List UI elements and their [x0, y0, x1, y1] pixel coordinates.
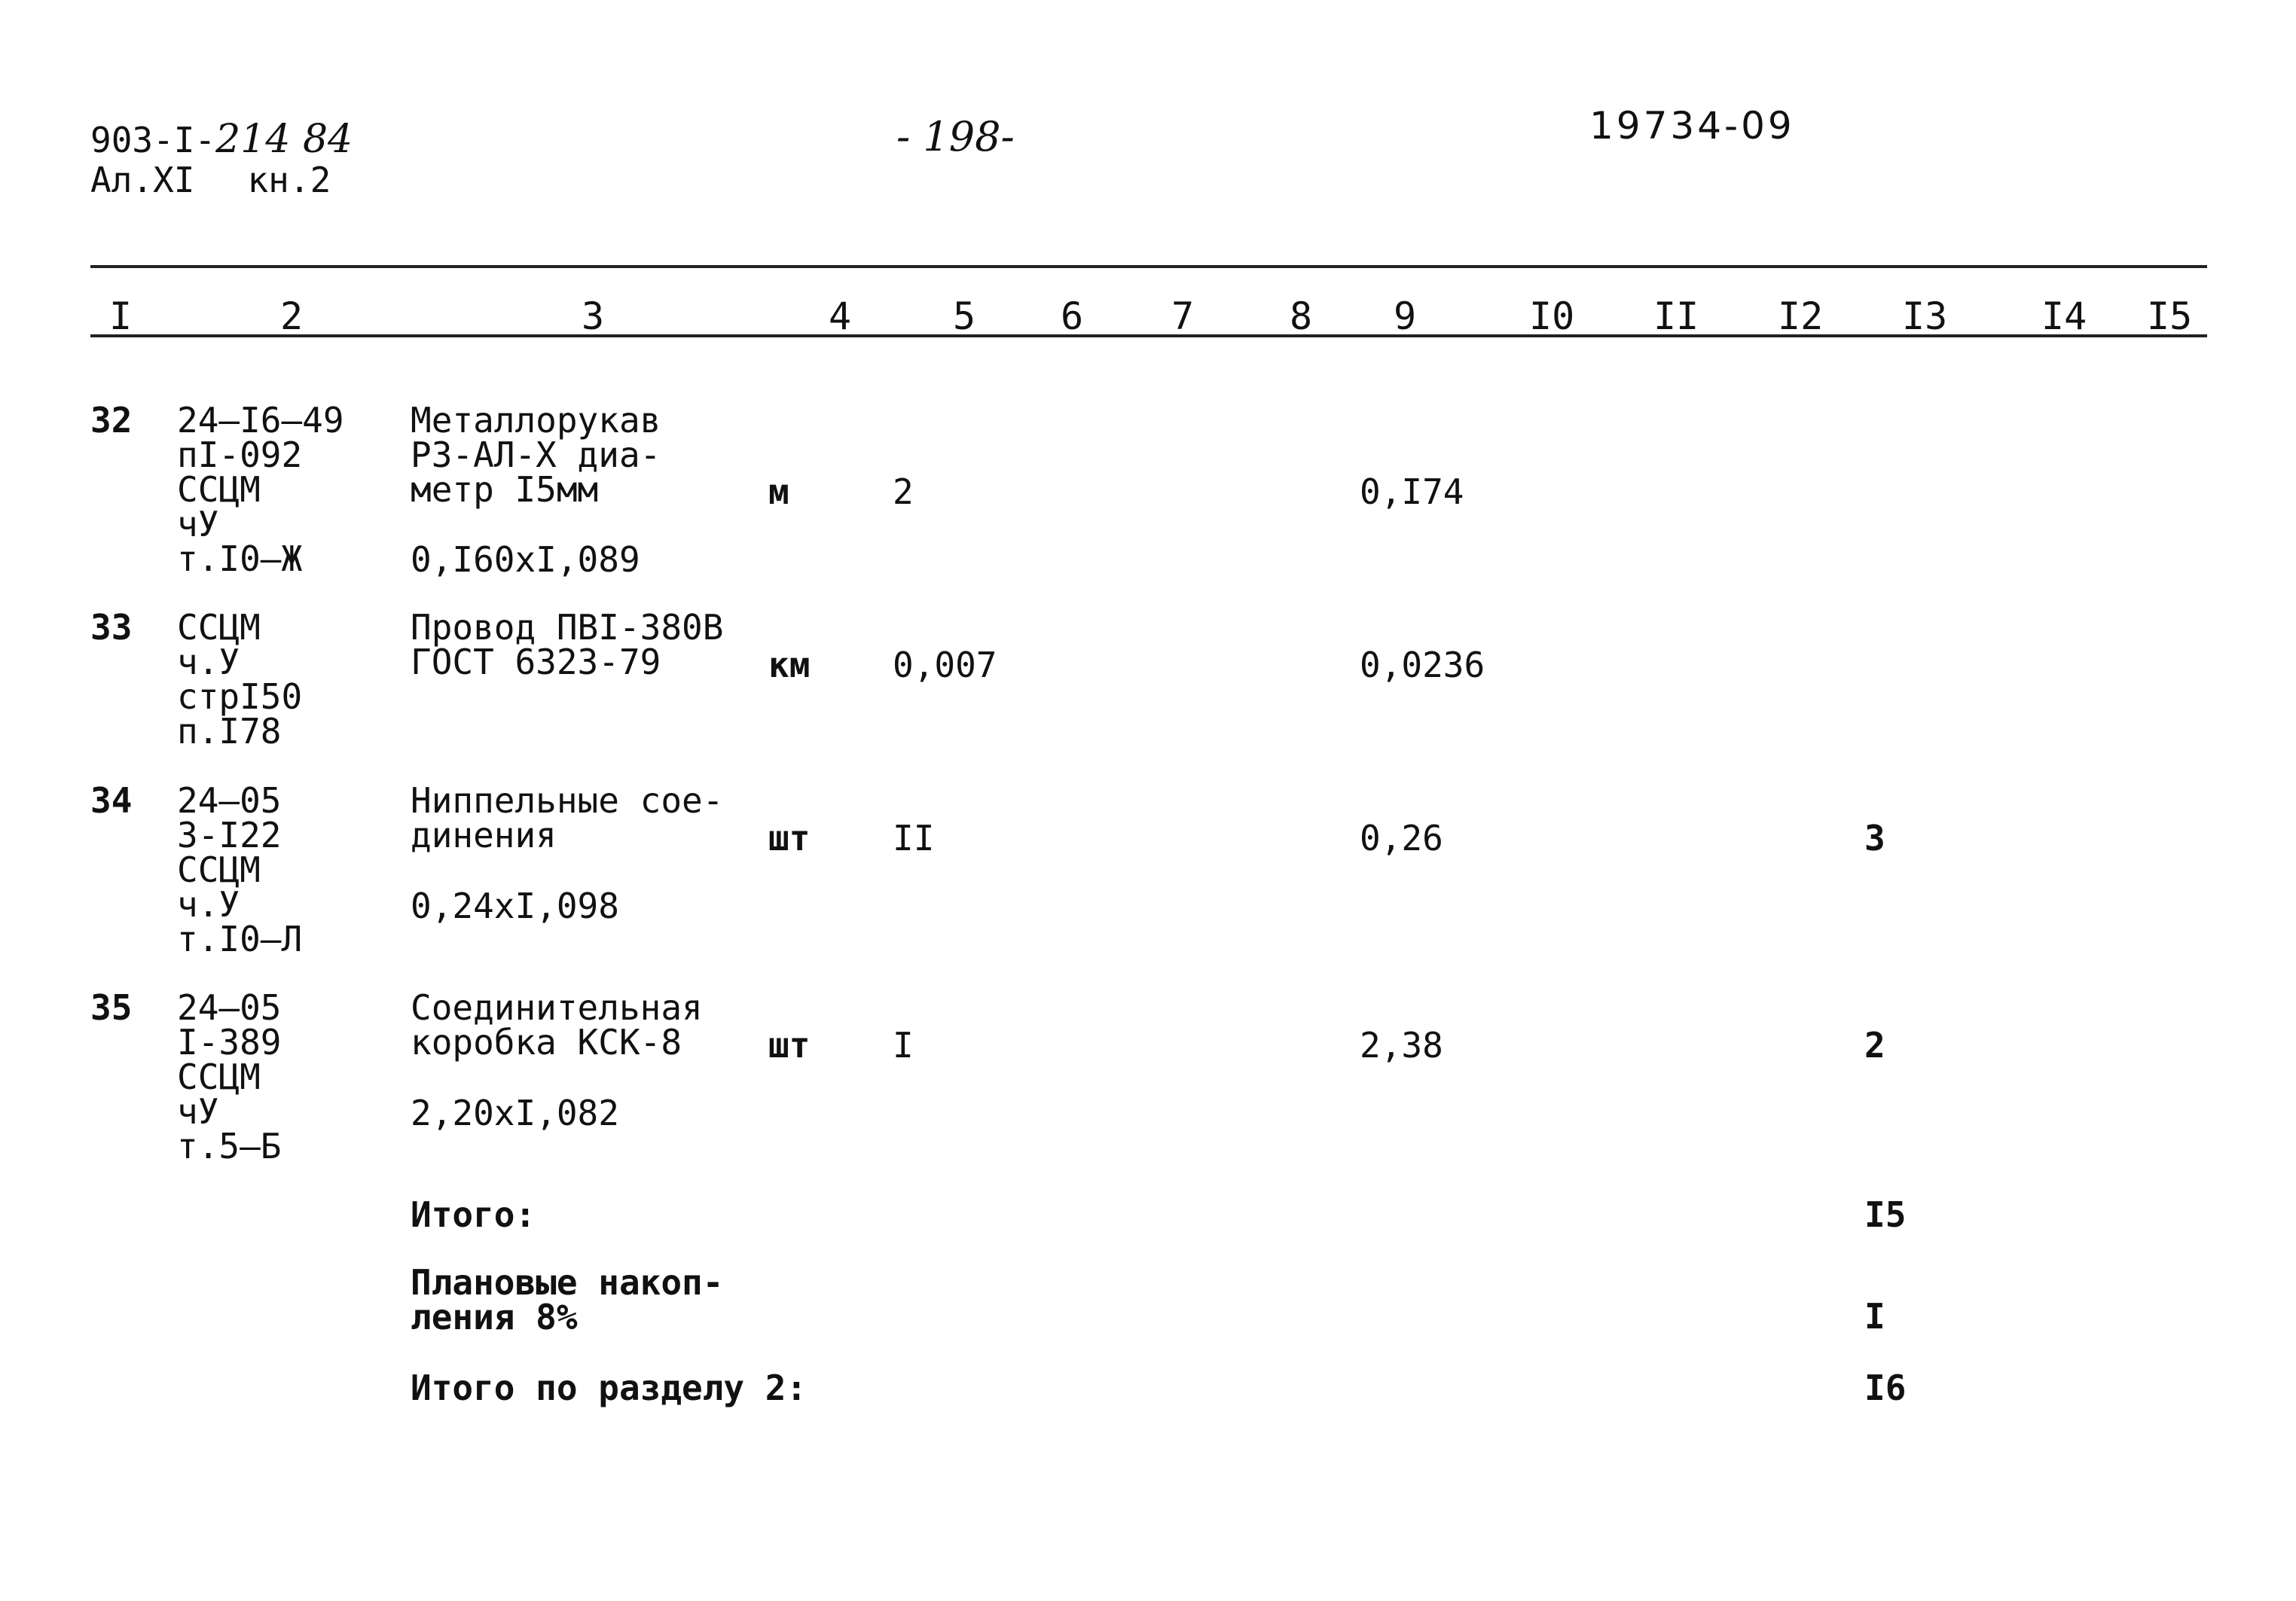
row-name: Металлорукав РЗ-АЛ-Х диа- метр I5мм: [411, 400, 661, 510]
row-formula: 0,I60xI,089: [411, 539, 640, 580]
header-top-rule: [90, 265, 2207, 268]
column-number-1: I: [109, 294, 133, 338]
document-code: [90, 117, 353, 162]
row-col9-value: 0,I74: [1360, 471, 1464, 512]
column-number-15: I5: [2147, 294, 2193, 338]
row-number: 34: [90, 780, 133, 821]
column-number-3: 3: [582, 294, 605, 338]
row-unit: м: [768, 471, 789, 512]
column-number-8: 8: [1290, 294, 1313, 338]
column-number-2: 2: [280, 294, 304, 338]
row-number: 33: [90, 607, 133, 648]
row-number: 32: [90, 400, 133, 441]
book-label: кн.2: [247, 160, 331, 200]
row-unit: шт: [768, 1025, 811, 1066]
summary-label: Итого по разделу 2:: [411, 1368, 808, 1408]
row-name: Ниппельные сое- динения: [411, 780, 724, 855]
column-number-13: I3: [1902, 294, 1948, 338]
column-number-6: 6: [1061, 294, 1084, 338]
row-col13-value: 2: [1864, 1025, 1885, 1066]
row-col9-value: 0,0236: [1360, 645, 1485, 685]
document-code-handwritten: 214 84: [215, 117, 353, 162]
row-quantity: 2: [893, 471, 914, 512]
document-number: 19734-09: [1589, 104, 1795, 148]
summary-value: I6: [1864, 1368, 1907, 1408]
row-unit: км: [768, 645, 811, 685]
summary-value: I5: [1864, 1194, 1907, 1235]
row-formula: 0,24xI,098: [411, 886, 619, 926]
album-book-line: [90, 161, 331, 199]
column-number-4: 4: [829, 294, 852, 338]
row-col9-value: 0,26: [1360, 818, 1443, 858]
row-code: 24–05 I-389 ССЦМ чУ т.5–Б: [177, 987, 282, 1166]
row-code: 24–05 3-I22 ССЦМ ч.У т.I0–Л: [177, 780, 303, 959]
row-col13-value: 3: [1864, 818, 1885, 858]
document-code-printed: 903-I-: [90, 120, 216, 160]
column-number-12: I2: [1778, 294, 1824, 338]
row-code: ССЦМ ч.У стрI50 п.I78: [177, 607, 303, 752]
column-number-14: I4: [2041, 294, 2087, 338]
column-number-7: 7: [1171, 294, 1195, 338]
summary-value: I: [1864, 1296, 1885, 1337]
album-label: Ал.XI: [90, 160, 195, 200]
column-number-5: 5: [953, 294, 976, 338]
row-code: 24–I6–49 пI-092 ССЦМ чУ т.I0–Ж: [177, 400, 344, 579]
row-formula: 2,20xI,082: [411, 1093, 619, 1133]
row-quantity: 0,007: [893, 645, 997, 685]
row-quantity: II: [893, 818, 935, 858]
row-name: Соединительная коробка КСК-8: [411, 987, 703, 1063]
summary-label: Итого:: [411, 1194, 536, 1235]
row-col9-value: 2,38: [1360, 1025, 1443, 1066]
row-number: 35: [90, 987, 133, 1028]
row-quantity: I: [893, 1025, 914, 1066]
page-number: - 198-: [896, 113, 1015, 160]
column-number-11: II: [1653, 294, 1699, 338]
row-unit: шт: [768, 818, 811, 858]
header-bottom-rule: [90, 334, 2207, 337]
summary-label: Плановые накоп- ления 8%: [411, 1262, 724, 1337]
column-number-9: 9: [1394, 294, 1417, 338]
column-number-10: I0: [1529, 294, 1575, 338]
row-name: Провод ПВI-380В ГОСТ 6323-79: [411, 607, 724, 682]
